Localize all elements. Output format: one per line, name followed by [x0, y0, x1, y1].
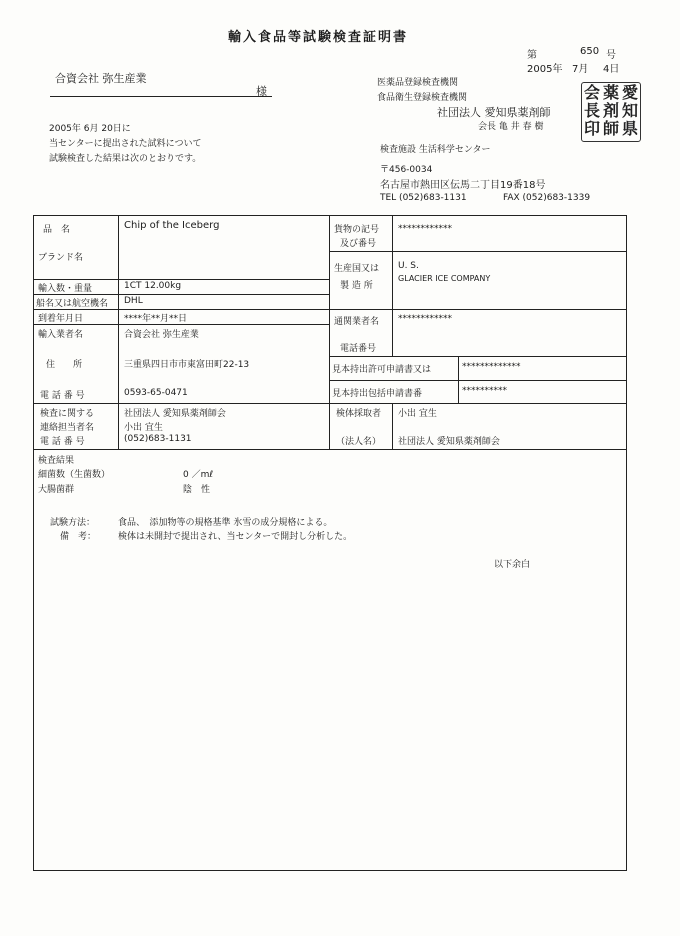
contact-label-3: 電 話 番 号: [40, 437, 85, 447]
issuer-tel: TEL (052)683-1131: [380, 193, 467, 203]
intro-line3: 試験検査した結果は次のとおりです。: [49, 154, 202, 164]
seal-char: 印: [584, 119, 601, 138]
seal-char: 師: [603, 119, 620, 138]
sample-permit-label: 見本持出許可申請書又は: [332, 365, 432, 375]
origin-label-1: 生産国又は: [334, 264, 380, 274]
issue-date-year: 2005年: [527, 64, 563, 75]
quantity-label: 輸入数・重量: [38, 284, 93, 294]
sampler-name-value: 小出 宜生: [398, 409, 437, 419]
issuer-fax: FAX (052)683-1339: [503, 193, 591, 203]
result-item2-value: 陰 性: [183, 485, 211, 495]
customs-phone-label: 電話番号: [340, 344, 377, 354]
origin-label-2: 製 造 所: [340, 281, 373, 291]
contact-label-1: 検査に関する: [40, 409, 95, 419]
importer-label: 輸入業者名: [38, 330, 84, 340]
contact-label-2: 連絡担当者名: [40, 423, 95, 433]
issuer-line2: 食品衛生登録検査機関: [377, 93, 468, 103]
seal-char: 会: [584, 83, 601, 102]
contact-person-value: 小出 宜生: [124, 423, 163, 433]
remarks-label: 備 考：: [60, 532, 97, 542]
seal-char: 長: [584, 101, 601, 120]
phone-label: 電 話 番 号: [40, 391, 85, 401]
doc-number: 650: [580, 46, 600, 57]
addressee-honorific: 様: [256, 85, 267, 98]
sample-permit-value: *************: [462, 362, 521, 372]
results-header: 検査結果: [38, 456, 75, 466]
method-label: 試験方法：: [50, 518, 96, 528]
sample-bulk-label: 見本持出包括申請書番: [332, 389, 423, 399]
issuer-org: 社団法人 愛知県薬剤師: [437, 106, 551, 119]
origin-country-value: U. S.: [398, 261, 419, 271]
origin-maker-value: GLACIER ICE COMPANY: [398, 274, 491, 283]
seal-char: 県: [622, 119, 639, 138]
product-name-value: Chip of the Iceberg: [124, 220, 220, 231]
quantity-value: 1CT 12.00kg: [124, 281, 182, 291]
cargo-mark-label-1: 貨物の記号: [334, 225, 380, 235]
document-title: 輸入食品等試験検査証明書: [228, 30, 409, 45]
importer-value: 合資会社 弥生産業: [124, 330, 199, 340]
contact-org-value: 社団法人 愛知県薬剤師会: [124, 409, 226, 419]
issuer-chair: 会長 亀 井 春 樹: [478, 122, 544, 132]
customs-agent-value: ************: [398, 314, 452, 324]
issuer-postal: 〒456-0034: [380, 165, 433, 175]
vessel-value: DHL: [124, 296, 143, 306]
issuer-line1: 医薬品登録検査機関: [377, 78, 459, 88]
intro-line1: 2005年 6月 20日に: [49, 124, 131, 134]
seal-char: 愛: [622, 83, 639, 102]
issuer-facility: 検査施設 生活科学センター: [380, 145, 491, 155]
result-item1-label: 細菌数（生菌数）: [38, 470, 111, 480]
arrival-value: ****年**月**日: [124, 314, 188, 324]
sampler-label-1: 検体採取者: [336, 409, 382, 419]
vessel-label: 船名又は航空機名: [36, 299, 109, 309]
issue-date-month: 7月: [572, 64, 589, 75]
address-value: 三重県四日市市東富田町22-13: [124, 360, 250, 370]
seal-char: 薬: [603, 83, 620, 102]
sampler-org-value: 社団法人 愛知県薬剤師会: [398, 437, 500, 447]
seal-char: 剤: [603, 101, 620, 120]
issue-date-day: 4日: [603, 64, 620, 75]
cargo-mark-value: ************: [398, 224, 452, 234]
phone-value: 0593-65-0471: [124, 388, 188, 398]
sampler-label-2: （法人名）: [336, 437, 382, 447]
cargo-mark-label-2: 及び番号: [340, 239, 377, 249]
remarks-text: 検体は未開封で提出され、当センターで開封し分析した。: [118, 532, 353, 542]
method-text: 食品、 添加物等の規格基準 氷雪の成分規格による。: [118, 518, 333, 528]
addressee-underline: [50, 96, 272, 97]
issuer-address: 名古屋市熱田区伝馬二丁目19番18号: [380, 180, 546, 191]
address-label: 住 所: [46, 360, 83, 370]
result-item1-value: 0 ／mℓ: [183, 470, 214, 480]
official-seal: [581, 82, 641, 142]
product-name-label: 品 名: [43, 225, 71, 235]
intro-line2: 当センターに提出された試料について: [49, 139, 202, 149]
addressee-name: 合資会社 弥生産業: [55, 72, 147, 85]
arrival-label: 到着年月日: [38, 314, 84, 324]
doc-number-suffix: 号: [606, 50, 616, 61]
sample-bulk-value: **********: [462, 386, 507, 396]
doc-number-label: 第: [527, 50, 537, 61]
contact-phone-value: (052)683-1131: [124, 434, 192, 444]
seal-char: 知: [622, 101, 639, 120]
brand-label: ブランド名: [38, 253, 84, 263]
closing-note: 以下余白: [494, 560, 531, 570]
customs-agent-label: 通関業者名: [334, 317, 380, 327]
result-item2-label: 大腸菌群: [38, 485, 75, 495]
